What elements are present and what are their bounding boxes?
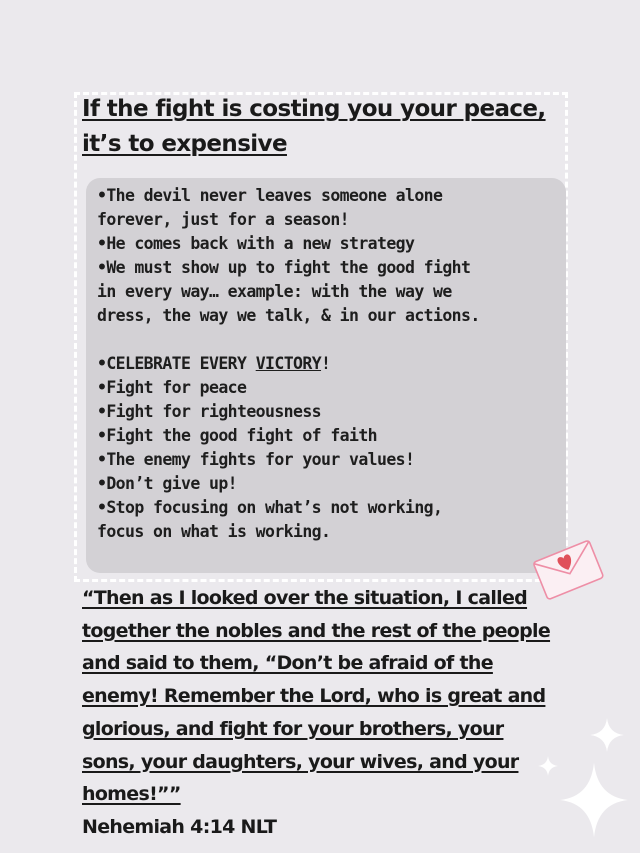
note-line: •The enemy fights for your values! — [97, 450, 415, 469]
scripture-quote — [82, 582, 572, 844]
quote-line: sons, your daughters, your wives, and your — [82, 750, 519, 773]
title-line-2: it’s to expensive — [82, 131, 287, 157]
title-line-1: If the fight is costing you your peace, — [82, 96, 546, 122]
quote-line: enemy! Remember the Lord, who is great and — [82, 685, 546, 708]
quote-line: homes!”” — [82, 783, 181, 806]
page-title — [82, 92, 572, 162]
note-line: •Fight the good fight of faith — [97, 426, 378, 445]
quote-line: and said to them, “Don’t be afraid of the — [82, 652, 493, 675]
note-line: in every way… example: with the way we — [97, 282, 452, 301]
quote-line: glorious, and fight for your brothers, your — [82, 717, 504, 740]
note-line: •Stop focusing on what’s not working, — [97, 498, 443, 517]
note-line: •Don’t give up! — [97, 474, 238, 493]
note-line: •Fight for peace — [97, 378, 247, 397]
sparkle-icon — [560, 762, 628, 838]
note-line: •The devil never leaves someone alone — [97, 186, 443, 205]
sparkle-icon — [590, 718, 624, 752]
notes-box — [86, 178, 566, 573]
note-line: focus on what is working. — [97, 522, 331, 541]
celebrate-suffix: ! — [321, 354, 331, 373]
note-line-celebrate — [97, 352, 566, 376]
scripture-reference: Nehemiah 4:14 NLT — [82, 815, 277, 838]
note-line: •Fight for righteousness — [97, 402, 322, 421]
quote-line: “Then as I looked over the situation, I called — [82, 587, 528, 609]
note-line: •He comes back with a new strategy — [97, 234, 415, 253]
note-spacer — [97, 328, 566, 352]
note-line: dress, the way we talk, & in our actions. — [97, 306, 480, 325]
quote-line: together the nobles and the rest of the people — [82, 619, 551, 642]
sparkle-icon — [538, 756, 558, 776]
note-line: forever, just for a season! — [97, 210, 350, 229]
note-line: •We must show up to fight the good fight — [97, 258, 471, 277]
celebrate-victory-word: VICTORY — [255, 354, 322, 373]
celebrate-prefix: •CELEBRATE EVERY — [97, 354, 256, 373]
